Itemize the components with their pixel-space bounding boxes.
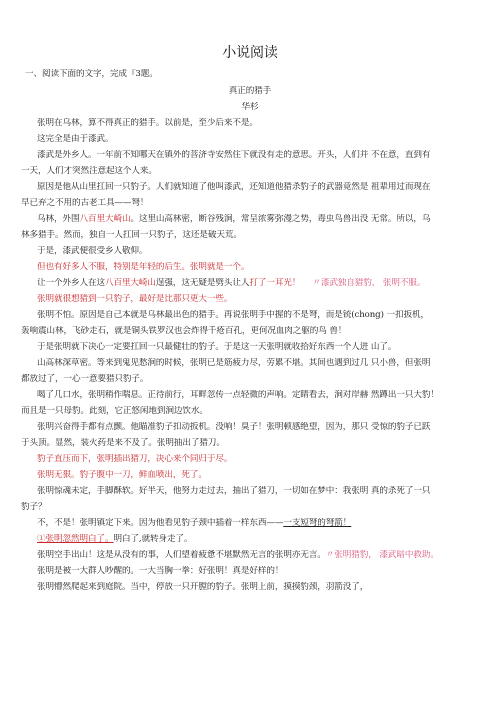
text-run: 逞强，这无疑是劈头让人 [155,278,250,288]
paragraph-2: 这完全是由于漆武。 [37,134,114,144]
margin-annotation: 〃漆武独自猎豹， 张明不服。 [312,278,426,288]
paragraph-15-highlight: 豹子直压而下，张明插出猎刀，决心来个同归于尽。 [37,454,233,464]
paragraph-5-line-2: 林多猎手。然而，独自一人扛回一只豹子，这还是破天荒。 [21,230,242,240]
paragraph-4-line-1: 原因是他从山里扛回一只豹子。人们就知道了他叫漆武，还知道他猎杀豹子的武器竟然是 祖辈用过而现在 [37,182,431,192]
highlight-phrase: 打了一耳光！ [249,278,301,288]
section-heading: 一、阅读下面的文字，完成『3题。 [25,69,158,79]
paragraph-11: 于是张明就下决心一定要扛回一只最健壮的豹子。于是这一天张明就收拾好东西一个人进 山了。 [37,342,397,352]
paragraph-4-line-2: 早已弃之不用的古老工具——弩！ [21,198,149,208]
paragraph-8 [37,278,477,289]
paragraph-17-line-1: 张明惊魂未定，手脚酥软。好半天，他努力走过去，抽出了猎刀，一切如在梦中：我张明 真的杀死了一只 [37,486,431,496]
paragraph-22: 张明懵然爬起来到庭院。当中，停放一只开膛的豹子。张明上前，摸摸豹颈，羽箭没了， [37,582,369,592]
paragraph-9-highlight: 张明就很想猎到一只豹子，最好是比那只更大一些。 [37,294,233,304]
story-author: 华杉 [241,102,259,112]
paragraph-21: 张明是被一大群人吵醒的。一大当胸一拳：好张明！真是好样的！ [37,566,284,576]
paragraph-13-line-2: 而且是一只母豹。此刻，它正悠闲地到涧边饮水。 [21,406,208,416]
text-run: 不，不是！张明镇定下来。因为他看见豹子颈中插着一样东西—— [37,518,284,528]
paragraph-7-highlight: 但也有好多人不服，特别是年轻的后生。张明就是一个。 [37,262,250,272]
paragraph-13-line-1: 喝了几口水，张明稍作喘息。正待前行，耳畔忽传一点轻微的声响。定睛看去，涧对岸赫 然蹲出一只大豹！ [37,390,439,400]
paragraph-14-line-2: 于头顶。显然，装火药是来不及了。张明抽出了猎刀。 [21,438,225,448]
story-title: 真正的猎手 [228,86,272,96]
text-run: 让一个外乡人在这 [37,278,105,288]
text-run: 。这里山高林密，断谷残涧，常呈浓雾弥漫之势，毒虫鸟兽出没 无常。所以，乌 [130,214,431,224]
paragraph-6: 于是，漆武便很受乡人敬仰。 [37,246,148,256]
text-run: 明白了,就转身走了。 [113,534,193,544]
margin-annotation: 〃张明猎豹， 漆武暗中救助。 [325,550,439,560]
highlight-place-name: 八百里大崎山 [104,278,156,288]
question-marker-underline: ①张明忽然明白了。 [37,534,114,544]
paragraph-1: 张明在乌林，算不得真正的猎手。以前是，至少后来不是。 [37,118,258,128]
doc-title: 小说阅读 [222,45,278,61]
paragraph-10-line-2: 轰响震山林，飞砂走石，就是铜头铁罗汉也会炸得千疮百孔，更何况血肉之躯的鸟 兽！ [21,326,347,336]
paragraph-3-line-2: 一天，人们才突然注意起这个人来。 [21,166,157,176]
paragraph-17-line-2: 豹子？ [21,502,47,512]
paragraph-20 [37,550,477,561]
paragraph-16-highlight: 张明无狠。豹子腹中一刀，鲜血喷出，死了。 [37,470,207,480]
text-run: 乌林，外围 [37,214,80,224]
paragraph-12-line-1: 山高林深草密。等来到鬼见愁涧的时候，张明已是筋疲力尽，劳累不堪。其间也遇到过几 只小兽，但张明 [37,358,431,368]
paragraph-3-line-1: 漆武是外乡人。一年前不知哪天在镇外的菩济寺安然住下就没有走的意思。开头，人们并 不在意，直到有 [37,150,431,160]
highlight-place-name: 八百里大崎山 [79,214,131,224]
paragraph-5-line-1 [37,214,477,225]
paragraph-18 [37,518,477,529]
paragraph-19 [37,534,193,545]
underlined-phrase: 一支短弩的弩箭！ [283,518,352,528]
paragraph-14-line-1: 张明兴奋得手都有点颤。他瞄准豹子扣动扳机。没响！臭子！张明顿感绝望，因为，那只 受惊的豹子已跃 [37,422,431,432]
paragraph-12-line-2: 都放过了，一心一意要猎只豹子。 [21,374,149,384]
text-run: 张明空手出山！这是从没有的事，人们望着疲惫不堪默然无言的张明亦无言。 [37,550,326,560]
paragraph-10-line-1: 张明不怕。原因是自己本就是乌林最出色的猎手。再说张明手中握的不是弩，而是铳(chong) 一扣扳机， [37,310,429,320]
